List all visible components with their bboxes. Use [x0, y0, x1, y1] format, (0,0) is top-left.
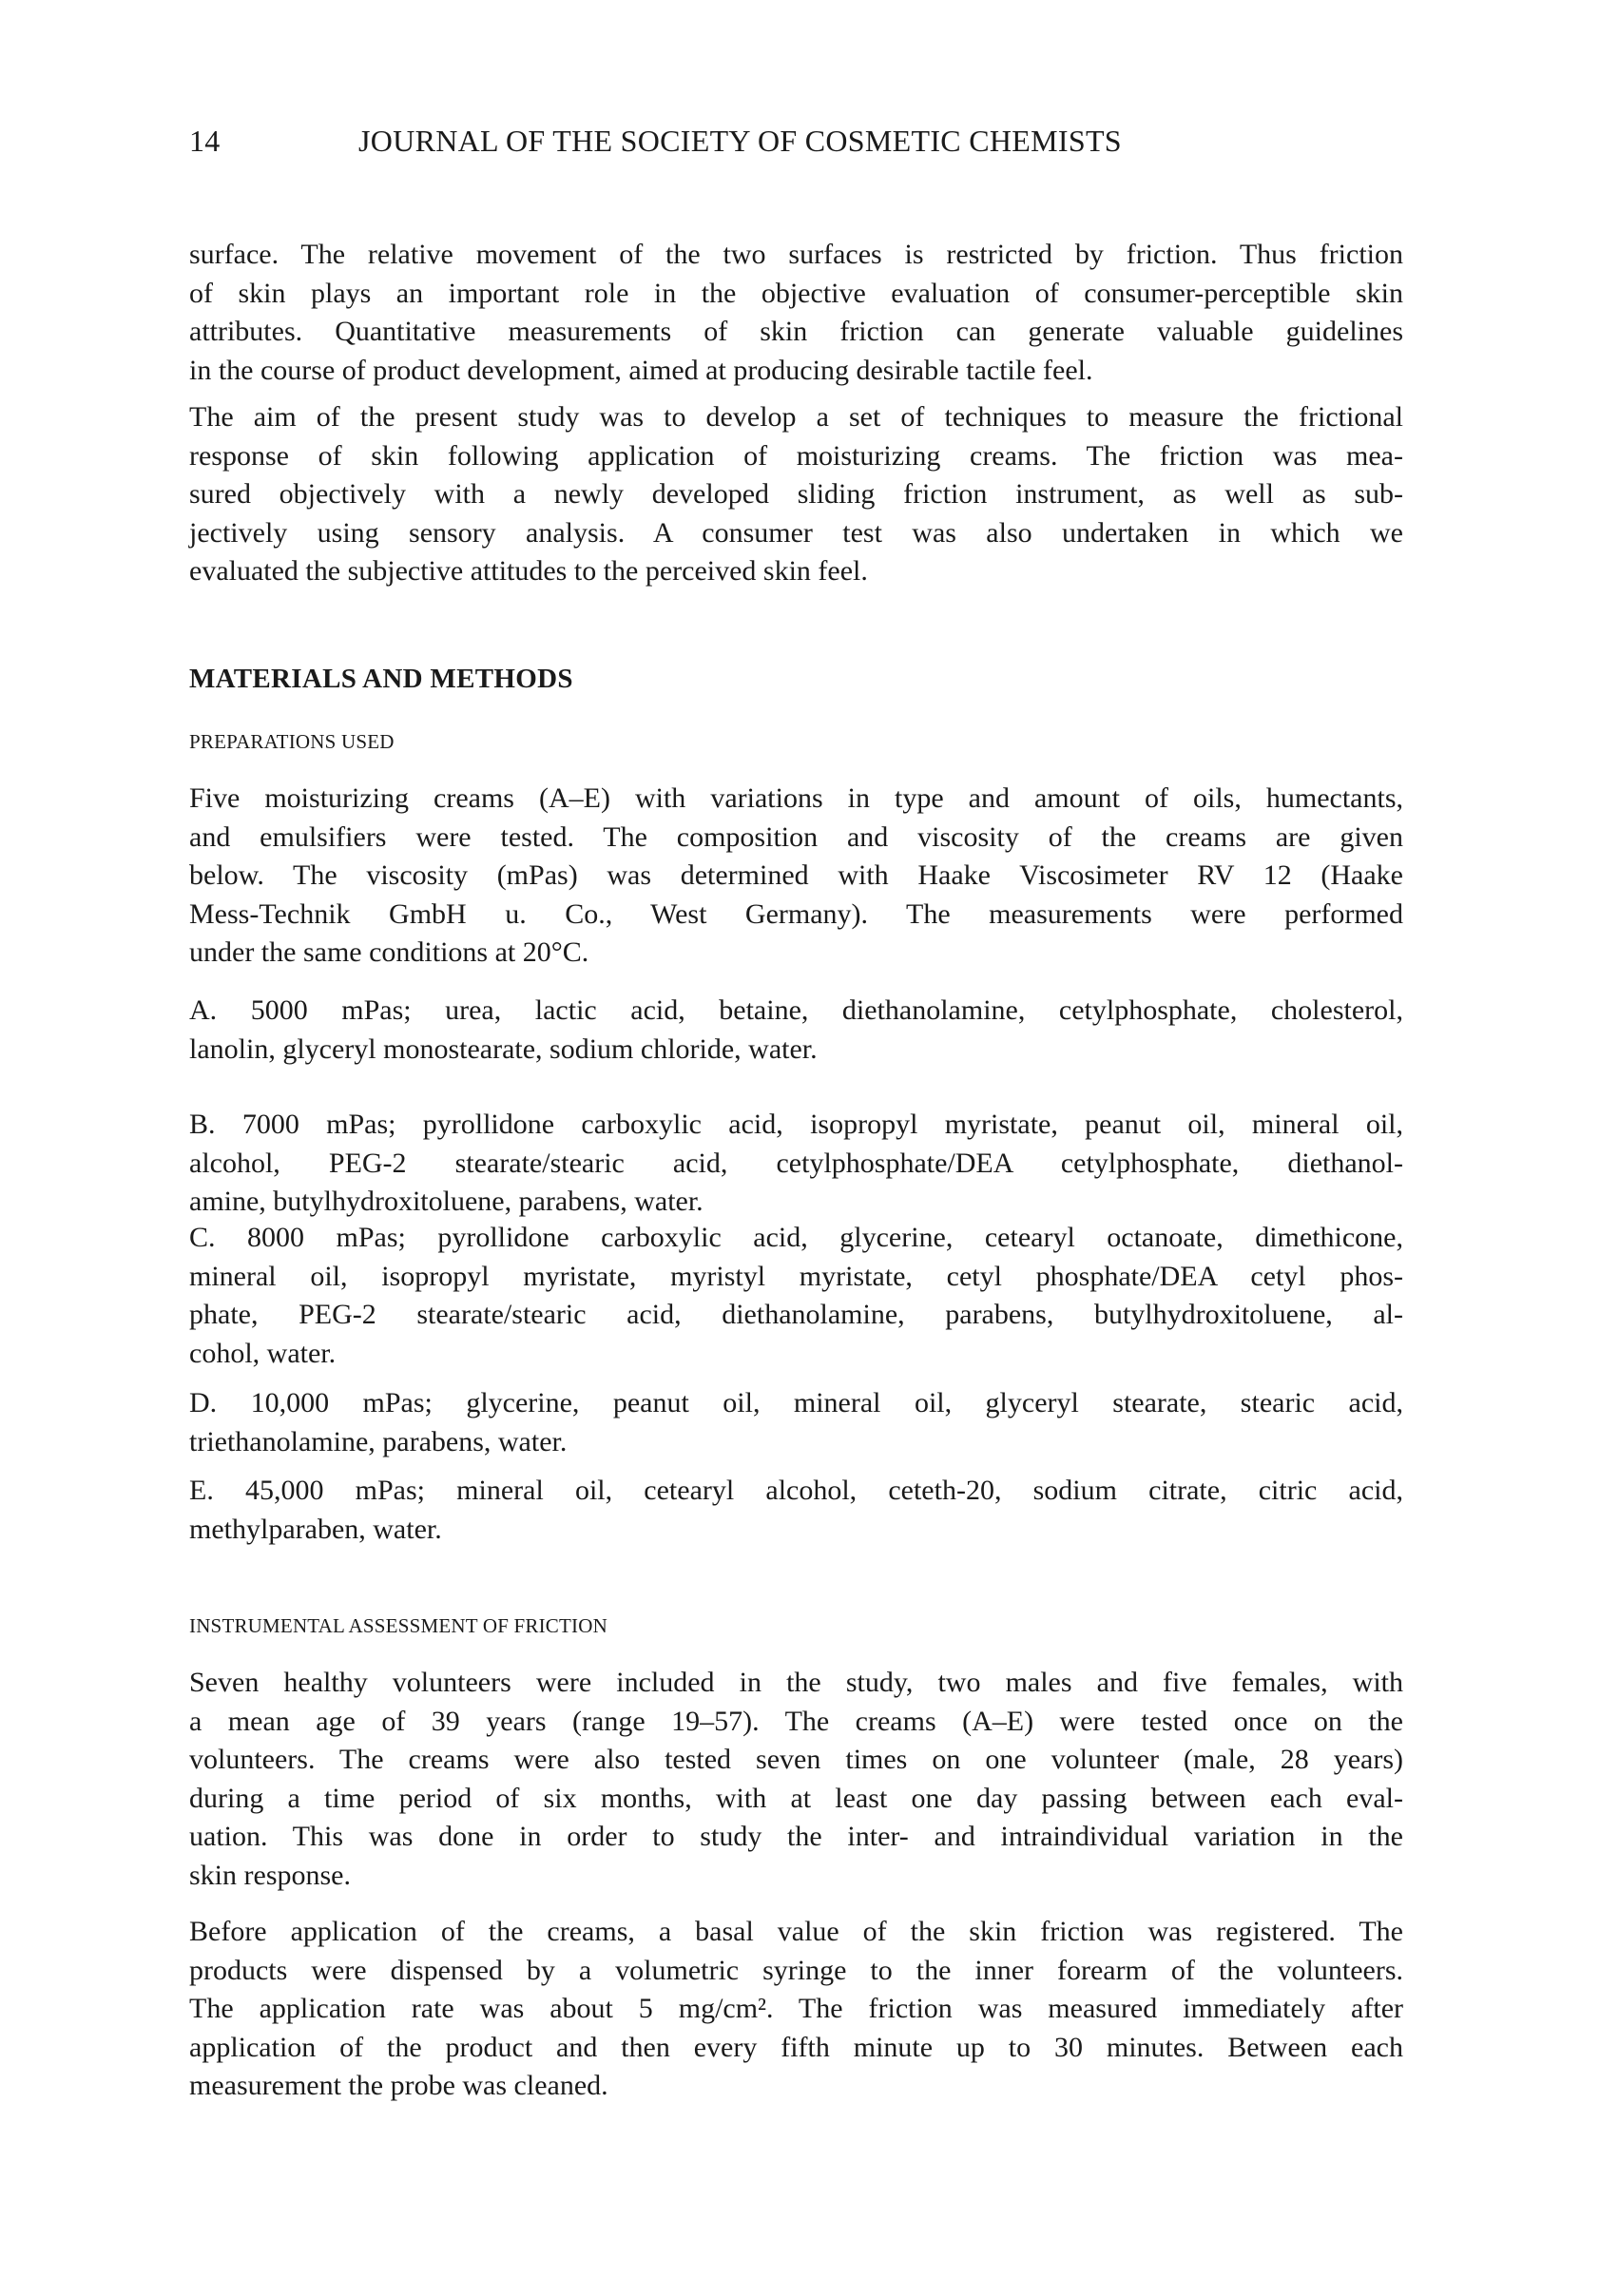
text-line: a mean age of 39 years (range 19–57). The creams (A–E) were tested once on the — [189, 1705, 1403, 1737]
text-line: E. 45,000 mPas; mineral oil, cetearyl alcohol, ceteth-20, sodium citrate, citric acid, — [189, 1475, 1403, 1506]
text-line: below. The viscosity (mPas) was determined with Haake Viscosimeter RV 12 (Haake — [189, 859, 1403, 891]
text-line: of skin plays an important role in the objective evaluation of consumer-perceptible skin — [189, 277, 1403, 309]
paragraph-intro — [189, 236, 1403, 390]
text-line: C. 8000 mPas; pyrollidone carboxylic acid, glycerine, cetearyl octanoate, dimethicone, — [189, 1222, 1403, 1253]
running-header: JOURNAL OF THE SOCIETY OF COSMETIC CHEMISTS — [358, 124, 1122, 158]
text-line: B. 7000 mPas; pyrollidone carboxylic acid, isopropyl myristate, peanut oil, mineral oil, — [189, 1109, 1403, 1140]
text-line: response of skin following application of moisturizing creams. The friction was mea- — [189, 439, 1403, 472]
page-number: 14 — [189, 124, 221, 158]
text-line: Mess-Technik GmbH u. Co., West Germany). The measurements were performed — [189, 897, 1403, 930]
text-line: Five moisturizing creams (A–E) with variations in type and amount of oils, humectants, — [189, 782, 1403, 814]
text-line: sured objectively with a newly developed sliding friction instrument, as well as sub- — [189, 478, 1403, 510]
text-line: The application rate was about 5 mg/cm². The friction was measured immediately after — [189, 1993, 1403, 2024]
cream-d — [189, 1384, 1403, 1461]
text-line: surface. The relative movement of the two surfaces is restricted by friction. Thus friction — [189, 239, 1403, 270]
paragraph-creams — [189, 780, 1403, 973]
subsection-heading-preparations: PREPARATIONS USED — [189, 730, 395, 753]
text-line: methylparaben, water. — [189, 1513, 442, 1545]
text-line: lanolin, glyceryl monostearate, sodium chloride, water. — [189, 1032, 818, 1065]
text-line: and emulsifiers were tested. The composition and viscosity of the creams are given — [189, 820, 1403, 853]
cream-e — [189, 1472, 1403, 1549]
paragraph-aim — [189, 398, 1403, 591]
cream-c — [189, 1219, 1403, 1373]
text-line: under the same conditions at 20°C. — [189, 936, 589, 968]
text-line: The aim of the present study was to develop a set of techniques to measure the frictional — [189, 401, 1403, 433]
text-line: phate, PEG-2 stearate/stearic acid, diethanolamine, parabens, butylhydroxitoluene, al- — [189, 1299, 1403, 1330]
text-line: in the course of product development, aimed at producing desirable tactile feel. — [189, 354, 1093, 386]
text-line: Before application of the creams, a basal value of the skin friction was registered. The — [189, 1916, 1403, 1947]
text-line: triethanolamine, parabens, water. — [189, 1425, 568, 1457]
text-line: measurement the probe was cleaned. — [189, 2070, 608, 2101]
text-line: during a time period of six months, with at least one day passing between each eval- — [189, 1782, 1403, 1814]
text-line: evaluated the subjective attitudes to the perceived skin feel. — [189, 555, 868, 587]
subsection-heading-instrumental: INSTRUMENTAL ASSESSMENT OF FRICTION — [189, 1614, 607, 1637]
text-line: jectively using sensory analysis. A consumer test was also undertaken in which we — [189, 516, 1403, 549]
text-line: application of the product and then every fifth minute up to 30 minutes. Between each — [189, 2031, 1403, 2063]
text-line: cohol, water. — [189, 1337, 337, 1369]
paragraph-volunteers — [189, 1664, 1403, 1895]
text-line: D. 10,000 mPas; glycerine, peanut oil, mineral oil, glyceryl stearate, stearic acid, — [189, 1387, 1403, 1418]
text-line: mineral oil, isopropyl myristate, myristyl myristate, cetyl phosphate/DEA cetyl phos- — [189, 1260, 1403, 1292]
text-line: attributes. Quantitative measurements of skin friction can generate valuable guidelines — [189, 316, 1403, 347]
text-line: Seven healthy volunteers were included in the study, two males and five females, with — [189, 1667, 1403, 1698]
text-line: volunteers. The creams were also tested seven times on one volunteer (male, 28 years) — [189, 1744, 1403, 1775]
cream-b — [189, 1106, 1403, 1222]
text-line: amine, butylhydroxitoluene, parabens, water. — [189, 1186, 704, 1217]
paragraph-application — [189, 1913, 1403, 2106]
text-line: products were dispensed by a volumetric syringe to the inner forearm of the volunteers. — [189, 1954, 1403, 1986]
text-line: A. 5000 mPas; urea, lactic acid, betaine, diethanolamine, cetylphosphate, cholesterol, — [189, 994, 1403, 1026]
text-line: alcohol, PEG-2 stearate/stearic acid, cetylphosphate/DEA cetylphosphate, diethanol- — [189, 1147, 1403, 1179]
text-line: uation. This was done in order to study the inter- and intraindividual variation in the — [189, 1821, 1403, 1852]
cream-a — [189, 992, 1403, 1069]
text-line: skin response. — [189, 1859, 351, 1891]
section-heading: MATERIALS AND METHODS — [189, 664, 573, 694]
